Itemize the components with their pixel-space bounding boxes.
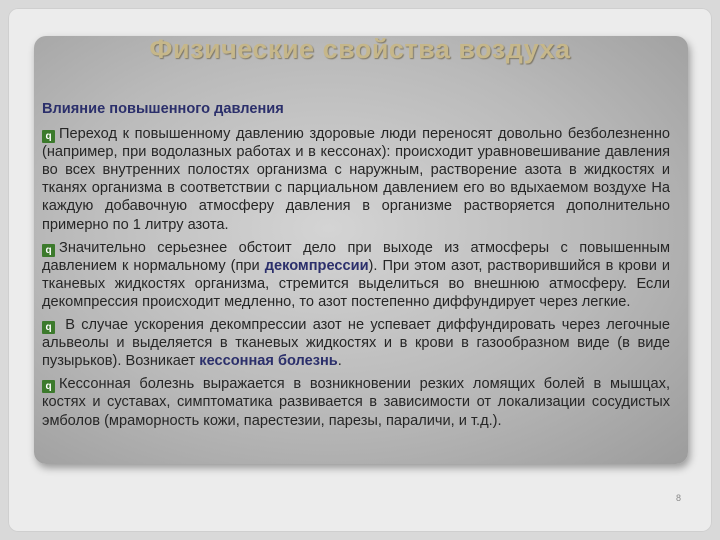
slide-title: Физические свойства воздуха bbox=[149, 34, 571, 64]
bullet-paragraph bbox=[42, 239, 670, 311]
bullet-paragraph bbox=[42, 375, 670, 429]
paragraph-text: В случае ускорения декомпрессии азот не успевает диффундировать через легочные альвеолы и выделяется в тканевых жидкостях и в крови в газообразном виде (в виде пузырьков). Возникает bbox=[42, 317, 670, 370]
paragraph-text: Кессонная болезнь выражается в возникновении резких ломящих болей в мышцах, костях и суставах, симптоматика развивается в зависимости от локализации сосудистых эмболов (мраморность кожи, парестезии, парезы, параличи, и т.д.). bbox=[42, 376, 670, 429]
checkbox-q-icon: q bbox=[42, 244, 55, 257]
paragraph-text: Значительно серьезнее обстоит дело при выходе из атмосферы с повышенным давлением к нормальному (при bbox=[42, 239, 670, 274]
term-highlight: декомпрессии bbox=[264, 257, 369, 274]
bullet-paragraph bbox=[42, 125, 670, 234]
checkbox-q-icon: q bbox=[42, 380, 55, 393]
slide-subtitle: Влияние повышенного давления bbox=[42, 101, 284, 117]
paragraph-text: ). При этом азот, растворившийся в крови и тканевых жидкостях организма, стремится выделиться во внешнюю атмосферу. Если декомпрессия происходит медленно, то азот постепенно диффундирует через легкие. bbox=[42, 257, 671, 310]
term-highlight: кессонная болезнь bbox=[199, 353, 338, 370]
checkbox-q-icon: q bbox=[42, 321, 55, 334]
bullet-paragraph bbox=[42, 316, 670, 370]
checkbox-q-icon: q bbox=[42, 130, 55, 143]
slide-number: 8 bbox=[676, 493, 682, 503]
slide-content bbox=[42, 100, 670, 435]
paragraph-text: Переход к повышенному давлению здоровые люди переносят довольно безболезненно (например, при водолазных работах и в кессонах): происходит уравновешивание давления во всех внутренних полостях организма с наружным, растворение азота в жидкостях и тканях организма в соответствии с парциальном давлением его во вдыхаемом воздухе На каждую добавочную атмосферу давления в организме растворяется дополнительно примерно по 1 литру азота. bbox=[42, 126, 670, 233]
paragraph-text: . bbox=[337, 353, 342, 370]
